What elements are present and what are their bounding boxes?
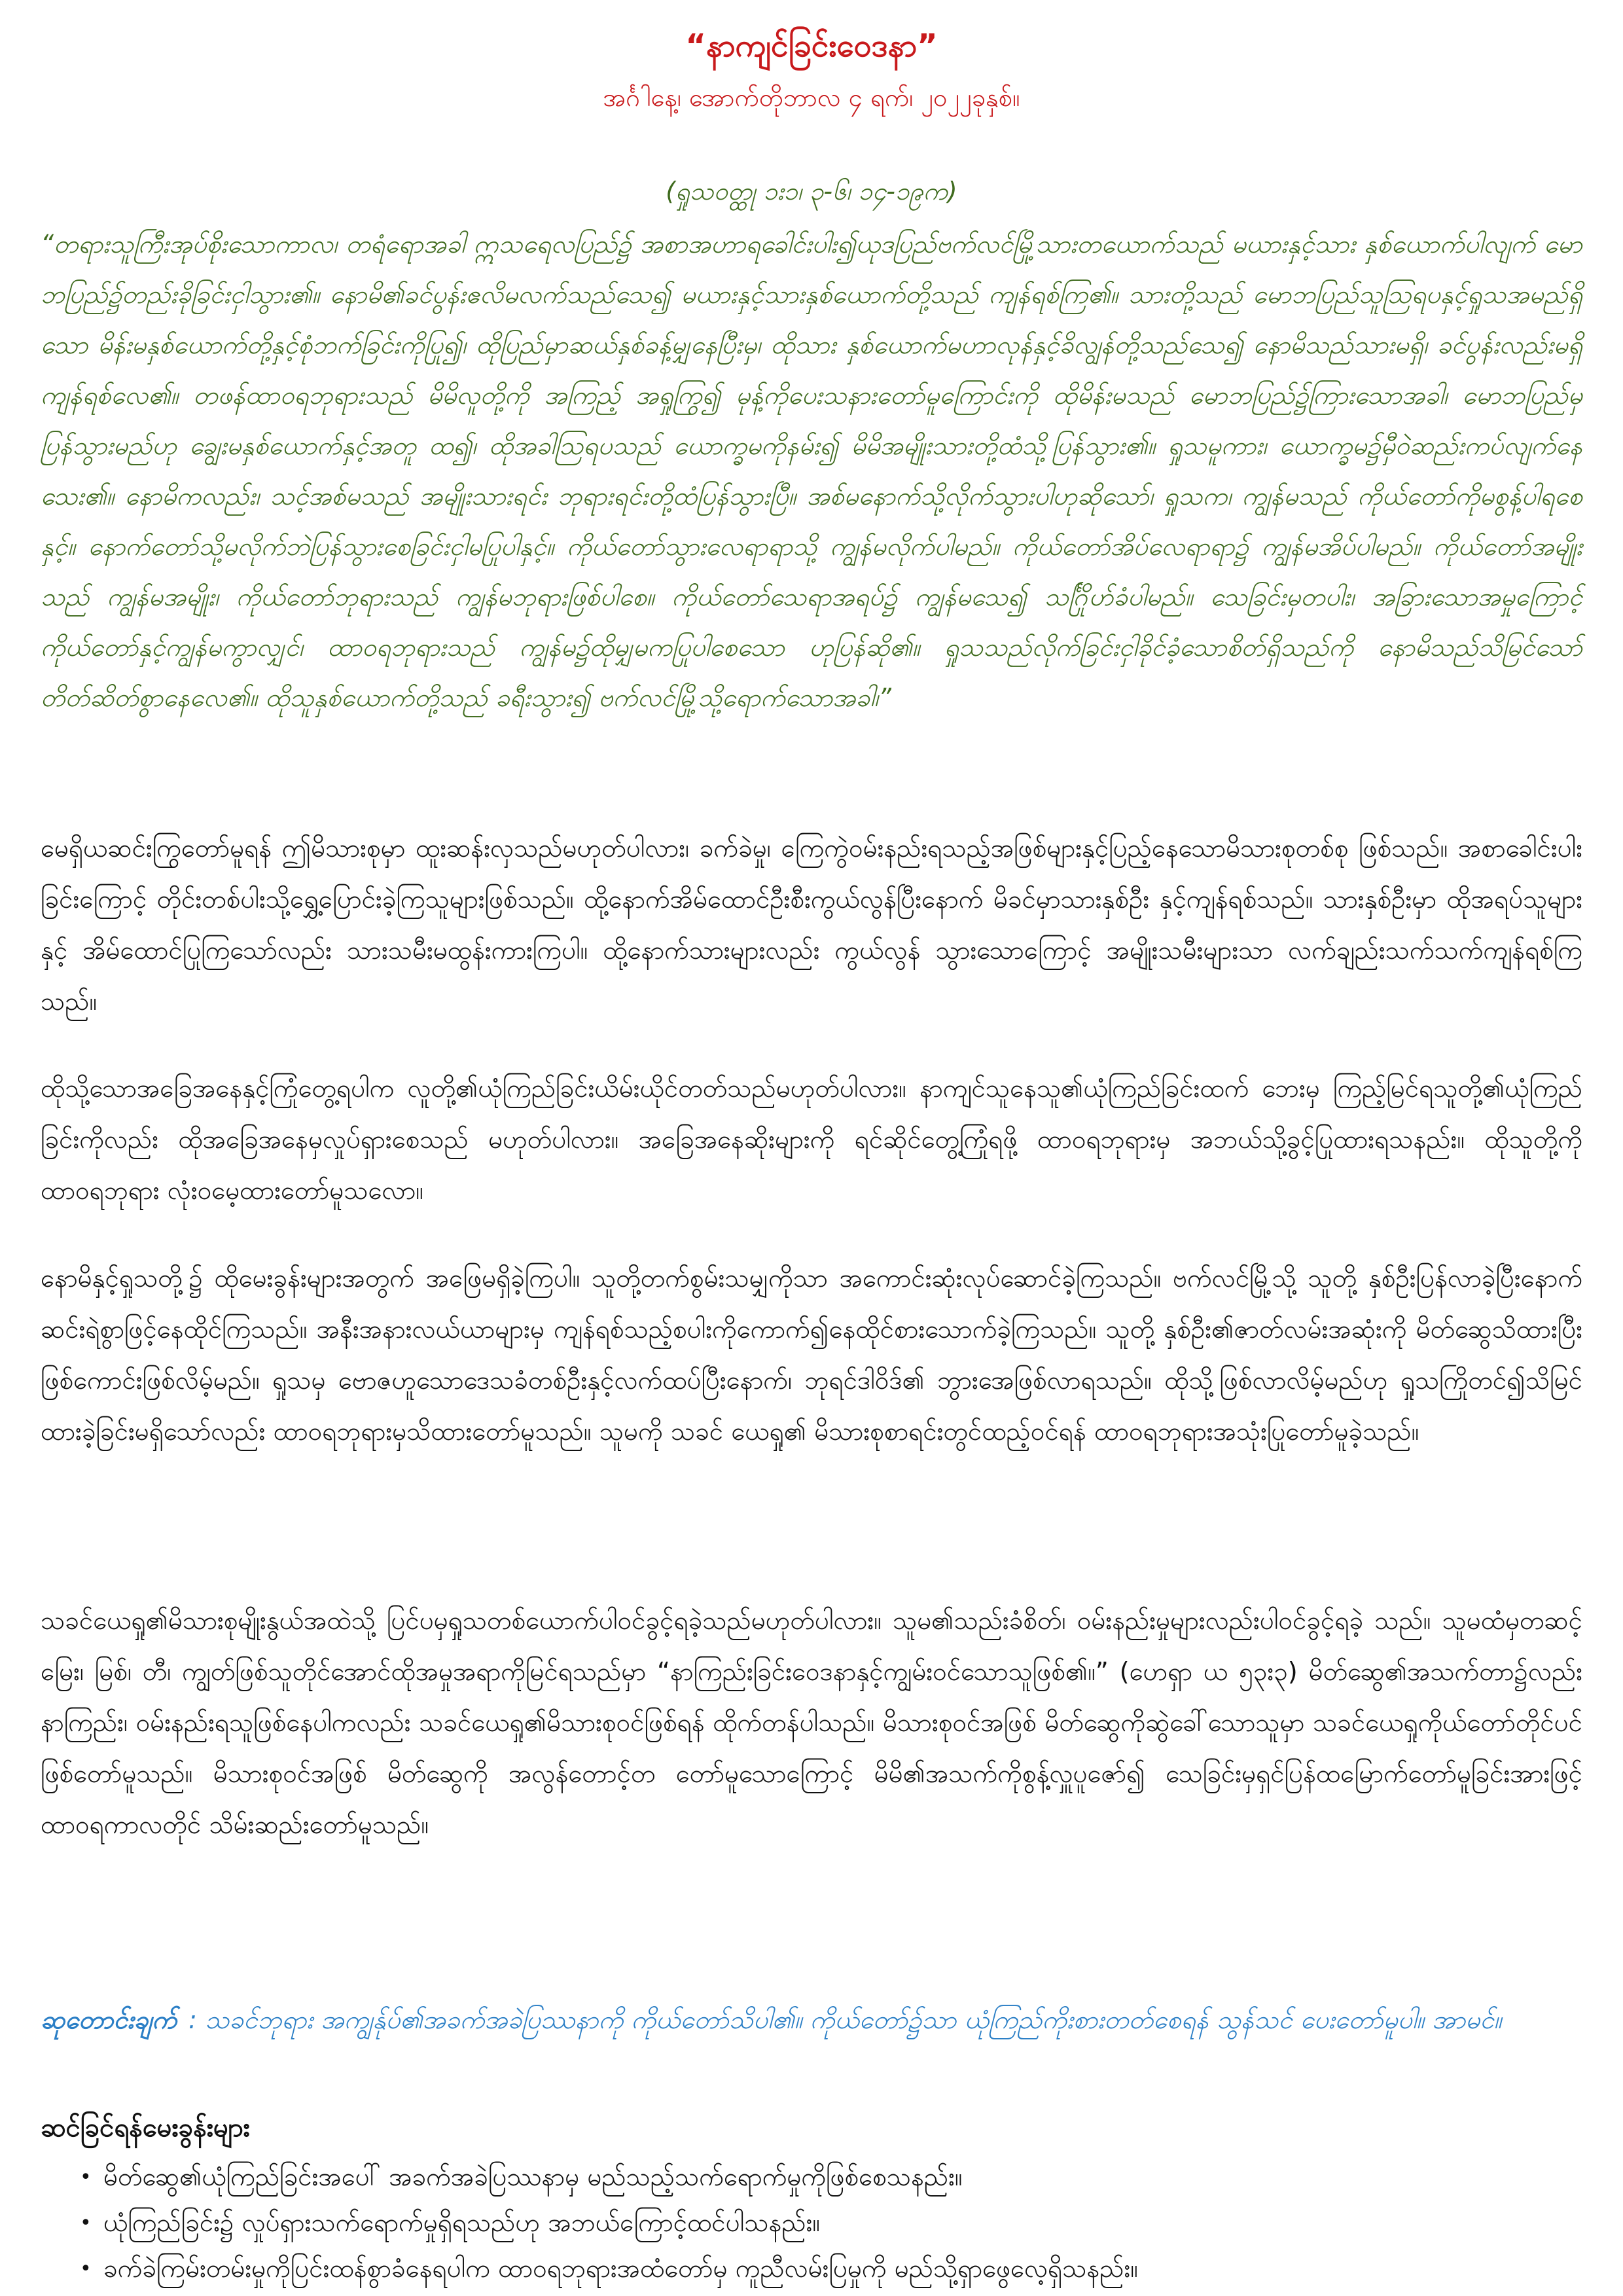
question-text: ခက်ခဲကြမ်းတမ်းမှုကိုပြင်းထန်စွာခံနေရပါက ထာဝရဘုရားအထံတော်မှ ကူညီလမ်းပြမှုကို မည်သို့ရှာဖွေလေ့ရှိသနည်း။ bbox=[103, 2254, 1138, 2284]
page-title: “နာကျင်ခြင်းဝေဒနာ” bbox=[685, 27, 938, 64]
bullet-icon: • bbox=[80, 2212, 92, 2234]
scripture-passage: “တရားသူကြီးအုပ်စိုးသောကာလ၊ တရံရောအခါ ဣသရေလပြည်၌ အစာအဟာရခေါင်းပါး၍ယုဒပြည်ဗက်လင်မြို့သားတယောက်သည် မယားနှင့်သား နှစ်ယောက်ပါလျက် မောဘပြည်၌တည်းခိုခြင်းငှါသွား၏။ နောမိ၏ခင်ပွန်းဧလိမလက်သည်သေ၍ မယားနှင့်သားနှစ်ယောက်တို့သည် ကျန်ရစ်ကြ၏။ သားတို့သည် မောဘပြည်သူဩရပနှင့်ရှုသအမည်ရှိသော မိန်းမနှစ်ယောက်တို့နှင့်စုံဘက်ခြင်းကိုပြု၍၊ ထိုပြည်မှာဆယ်နှစ်ခန့်မျှနေပြီးမှ၊ ထိုသား နှစ်ယောက်မဟာလုန်နှင့်ခိလျွန်တို့သည်သေ၍ နောမိသည်သားမရှိ၊ ခင်ပွန်းလည်းမရှိကျန်ရစ်လေ၏။ တဖန်ထာဝရဘုရားသည် မိမိလူတို့ကို အကြည့် အရှုကြွ၍ မုန့်ကိုပေးသနားတော်မူကြောင်းကို ထိုမိန်းမသည် မောဘပြည်၌ကြားသောအခါ၊ မောဘပြည်မှပြန်သွားမည်ဟု ချွေးမနှစ်ယောက်နှင့်အတူ ထ၍၊ ထိုအခါဩရပသည် ယောက္ခမကိုနမ်း၍ မိမိအမျိုးသားတို့ထံသို့ပြန်သွား၏။ ရှုသမူကား၊ ယောက္ခမ၌မှီဝဲဆည်းကပ်လျက်နေသေး၏။ နောမိကလည်း၊ သင့်အစ်မသည် အမျိုးသားရင်း ဘုရားရင်းတို့ထံပြန်သွားပြီ။ အစ်မနောက်သို့လိုက်သွားပါဟုဆိုသော်၊ ရှုသက၊ ကျွန်မသည် ကိုယ်တော်ကိုမစွန့်ပါရစေနှင့်။ နောက်တော်သို့မလိုက်ဘဲပြန်သွားစေခြင်းငှါမပြုပါနှင့်။ ကိုယ်တော်သွားလေရာရာသို့ ကျွန်မလိုက်ပါမည်။ ကိုယ်တော်အိပ်လေရာရာ၌ ကျွန်မအိပ်ပါမည်။ ကိုယ်တော်အမျိုးသည် ကျွန်မအမျိုး၊ ကိုယ်တော်ဘုရားသည် ကျွန်မဘုရားဖြစ်ပါစေ။ ကိုယ်တော်သေရာအရပ်၌ ကျွန်မသေ၍ သင်္ဂြိုဟ်ခံပါမည်။ သေခြင်းမှတပါး၊ အခြားသောအမှုကြောင့် ကိုယ်တော်နှင့်ကျွန်မကွာလျှင်၊ ထာဝရဘုရားသည် ကျွန်မ၌ထိုမျှမကပြုပါစေသော ဟုပြန်ဆို၏။ ရှုသသည်လိုက်ခြင်းငှါခိုင်ခံ့သောစိတ်ရှိသည်ကို နောမိသည်သိမြင်သော်တိတ်ဆိတ်စွာနေလေ၏။ ထိုသူနှစ်ယောက်တို့သည် ခရီးသွား၍ ဗက်လင်မြို့သို့ရောက်သောအခါ၊” bbox=[41, 230, 1582, 713]
scripture-reference: (ရှုသဝတ္ထု ၁း၁၊ ၃-၆၊ ၁၄-၁၉က) bbox=[666, 177, 957, 206]
body-paragraph-2: ထိုသို့သောအခြေအနေနှင့်ကြုံတွေ့ရပါက လူတို့၏ယုံကြည်ခြင်းယိမ်းယိုင်တတ်သည်မဟုတ်ပါလား။ နာကျင်သူနေသူ၏ယုံကြည်ခြင်းထက် ဘေးမှ ကြည့်မြင်ရသူတို့၏ယုံကြည်ခြင်းကိုလည်း ထိုအခြေအနေမှလှုပ်ရှားစေသည် မဟုတ်ပါလား။ အခြေအနေဆိုးများကို ရင်ဆိုင်တွေ့ကြုံရဖို့ ထာဝရဘုရားမှ အဘယ်သို့ခွင့်ပြုထားရသနည်း။ ထိုသူတို့ကို ထာဝရဘုရား လုံးဝမေ့ထားတော်မူသလော။ bbox=[41, 1074, 1582, 1206]
prayer-label: ဆုတောင်းချက် bbox=[41, 2005, 177, 2035]
question-item bbox=[41, 2200, 1582, 2246]
question-item bbox=[41, 2246, 1582, 2292]
date-line: အင်္ဂါနေ့၊ အောက်တိုဘာလ ၄ ရက်၊ ၂၀၂၂ခုနှစ်။ bbox=[603, 83, 1020, 112]
question-text: မိတ်ဆွေ၏ယုံကြည်ခြင်းအပေါ် အခက်အခဲပြဿနာမှ မည်သည့်သက်ရောက်မှုကိုဖြစ်စေသနည်း။ bbox=[103, 2162, 963, 2192]
question-item bbox=[41, 2155, 1582, 2200]
questions-heading: ဆင်ခြင်ရန်မေးခွန်းများ bbox=[41, 2113, 250, 2143]
bullet-icon: • bbox=[80, 2166, 92, 2189]
question-text: ယုံကြည်ခြင်း၌ လှုပ်ရှားသက်ရောက်မှုရှိရသည်ဟု အဘယ်ကြောင့်ထင်ပါသနည်း။ bbox=[103, 2208, 821, 2238]
prayer-text: : သခင်ဘုရား အကျွန်ုပ်၏အခက်အခဲပြဿနာကို ကိုယ်တော်သိပါ၏။ ကိုယ်တော်၌သာ ယုံကြည်ကိုးစားတတ်စေရန် သွန်သင် ပေးတော်မူပါ။ အာမင်။ bbox=[188, 2005, 1502, 2035]
questions-list bbox=[41, 2155, 1582, 2292]
body-paragraph-1: မေရှိယဆင်းကြွတော်မူရန် ဤမိသားစုမှာ ထူးဆန်းလှသည်မဟုတ်ပါလား၊ ခက်ခဲမှု၊ ကြေကွဲဝမ်းနည်းရသည့်အဖြစ်များနှင့်ပြည့်နေသောမိသားစုတစ်စု ဖြစ်သည်။ အစာခေါင်းပါးခြင်းကြောင့် တိုင်းတစ်ပါးသို့ရွှေ့ပြောင်းခဲ့ကြသူများဖြစ်သည်။ ထို့နောက်အိမ်ထောင်ဦးစီးကွယ်လွန်ပြီးနောက် မိခင်မှာသားနှစ်ဦး နှင့်ကျန်ရစ်သည်။ သားနှစ်ဦးမှာ ထိုအရပ်သူများနှင့် အိမ်ထောင်ပြုကြသော်လည်း သားသမီးမထွန်းကားကြပါ။ ထို့နောက်သားများလည်း ကွယ်လွန် သွားသောကြောင့် အမျိုးသမီးများသာ လက်ချည်းသက်သက်ကျန်ရစ်ကြသည်။ bbox=[41, 834, 1582, 1016]
body-paragraph-4: သခင်ယေရှု၏မိသားစုမျိုးနွယ်အထဲသို့ ပြင်ပမှရှုသတစ်ယောက်ပါဝင်ခွင့်ရခဲ့သည်မဟုတ်ပါလား။ သူမ၏သည်းခံစိတ်၊ ဝမ်းနည်းမှုများလည်းပါဝင်ခွင့်ရခဲ့ သည်။ သူမထံမှတဆင့်မြေး၊ မြစ်၊ တီ၊ ကျွတ်ဖြစ်သူတိုင်အောင်ထိုအမှုအရာကိုမြင်ရသည်မှာ “နာကြည်းခြင်းဝေဒနာနှင့်ကျွမ်းဝင်သောသူဖြစ်၏။” (ဟေရှာ ယ ၅၃း၃) မိတ်ဆွေ၏အသက်တာ၌လည်း နာကြည်း၊ ဝမ်းနည်းရသူဖြစ်နေပါကလည်း သခင်ယေရှု၏မိသားစုဝင်ဖြစ်ရန် ထိုက်တန်ပါသည်။ မိသားစုဝင်အဖြစ် မိတ်ဆွေကိုဆွဲခေါ်သောသူမှာ သခင်ယေရှုကိုယ်တော်တိုင်ပင်ဖြစ်တော်မူသည်။ မိသားစုဝင်အဖြစ် မိတ်ဆွေကို အလွန်တောင့်တ တော်မူသောကြောင့် မိမိ၏အသက်ကိုစွန့်လှူပူဇော်၍ သေခြင်းမှရှင်ပြန်ထမြောက်တော်မူခြင်းအားဖြင့် ထာဝရကာလတိုင် သိမ်းဆည်းတော်မူသည်။ bbox=[41, 1606, 1582, 1840]
prayer-block bbox=[41, 1995, 1582, 2046]
body-paragraph-3: နောမိနှင့်ရှုသတို့၌ ထိုမေးခွန်းများအတွက် အဖြေမရှိခဲ့ကြပါ။ သူတို့တက်စွမ်းသမျှကိုသာ အကောင်းဆုံးလုပ်ဆောင်ခဲ့ကြသည်။ ဗက်လင်မြို့သို့ သူတို့ နှစ်ဦးပြန်လာခဲ့ပြီးနောက် ဆင်းရဲစွာဖြင့်နေထိုင်ကြသည်။ အနီးအနားလယ်ယာများမှ ကျန်ရစ်သည့်စပါးကိုကောက်၍နေထိုင်စားသောက်ခဲ့ကြသည်။ သူတို့ နှစ်ဦး၏ဇာတ်လမ်းအဆုံးကို မိတ်ဆွေသိထားပြီးဖြစ်ကောင်းဖြစ်လိမ့်မည်။ ရှုသမှ ဗောဇဟူသောဒေသခံတစ်ဦးနှင့်လက်ထပ်ပြီးနောက်၊ ဘုရင်ဒါဝိဒ်၏ ဘွားအေဖြစ်လာရသည်။ ထိုသို့ဖြစ်လာလိမ့်မည်ဟု ရှုသကြိုတင်၍သိမြင်ထားခဲ့ခြင်းမရှိသော်လည်း ထာဝရဘုရားမှသိထားတော်မူသည်။ သူမကို သခင် ယေရှု၏ မိသားစုစာရင်းတွင်ထည့်ဝင်ရန် ထာဝရဘုရားအသုံးပြုတော်မူခဲ့သည်။ bbox=[41, 1264, 1582, 1446]
bullet-icon: • bbox=[80, 2257, 92, 2280]
